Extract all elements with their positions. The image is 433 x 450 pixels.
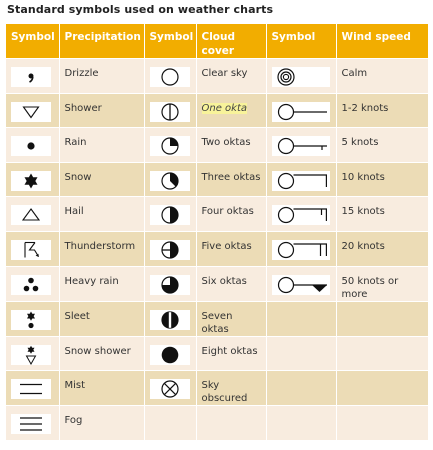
wind-20-knots-icon: [272, 240, 330, 260]
header-row: [6, 24, 428, 59]
two-oktas-icon: [150, 136, 190, 156]
wind-symbol-cell: [266, 59, 336, 94]
mist-icon: [11, 379, 51, 399]
precip-symbol-cell: [6, 301, 59, 336]
table-row: [6, 93, 428, 128]
cloud-label: Four oktas: [196, 197, 266, 232]
cloud-label: Six oktas: [196, 266, 266, 301]
wind-symbol-cell-empty: [266, 301, 336, 336]
precip-symbol-cell: [6, 162, 59, 197]
wind-symbol-cell-empty: [266, 406, 336, 441]
four-oktas-icon: [150, 205, 190, 225]
precip-label: Fog: [59, 406, 144, 441]
wind-label: 15 knots: [336, 197, 428, 232]
header-wind-speed: Wind speed: [336, 24, 428, 59]
wind-symbol-cell: [266, 93, 336, 128]
weather-symbols-table: [6, 24, 428, 440]
precip-label: Mist: [59, 371, 144, 406]
wind-label: 5 knots: [336, 128, 428, 163]
precip-label: Heavy rain: [59, 266, 144, 301]
heavy-rain-icon: [11, 275, 51, 295]
precip-label: Thunderstorm: [59, 231, 144, 266]
table-row: [6, 406, 428, 441]
cloud-label: Five oktas: [196, 231, 266, 266]
fog-icon: [11, 414, 51, 434]
cloud-label: Three oktas: [196, 162, 266, 197]
snow-icon: [11, 171, 51, 191]
cloud-symbol-cell: [144, 162, 196, 197]
precip-symbol-cell: [6, 371, 59, 406]
cloud-label: Two oktas: [196, 128, 266, 163]
precip-symbol-cell: [6, 266, 59, 301]
cloud-symbol-cell-empty: [144, 406, 196, 441]
table-row: [6, 197, 428, 232]
table-row: [6, 301, 428, 336]
wind-5-knots-icon: [272, 136, 330, 156]
sleet-icon: [11, 310, 51, 330]
table-row: [6, 336, 428, 371]
precip-symbol-cell: [6, 336, 59, 371]
table-row: [6, 231, 428, 266]
cloud-symbol-cell: [144, 93, 196, 128]
precip-symbol-cell: [6, 231, 59, 266]
header-symbol-1: Symbol: [6, 24, 59, 59]
wind-label: 50 knots or more: [336, 266, 428, 301]
wind-symbol-cell-empty: [266, 336, 336, 371]
wind-label-empty: [336, 371, 428, 406]
cloud-symbol-cell: [144, 371, 196, 406]
header-symbol-3: Symbol: [266, 24, 336, 59]
wind-15-knots-icon: [272, 205, 330, 225]
wind-50-knots-icon: [272, 275, 330, 295]
snow-shower-icon: [11, 345, 51, 365]
cloud-label: [196, 93, 266, 128]
precip-label: Hail: [59, 197, 144, 232]
page-title: Standard symbols used on weather charts: [7, 3, 274, 16]
cloud-label: Eight oktas: [196, 336, 266, 371]
eight-oktas-icon: [150, 345, 190, 365]
one-okta-icon: [150, 102, 190, 122]
highlighted-label: One okta: [201, 102, 247, 114]
wind-symbol-cell: [266, 231, 336, 266]
cloud-symbol-cell: [144, 336, 196, 371]
table-row: [6, 128, 428, 163]
wind-label: 10 knots: [336, 162, 428, 197]
cloud-label: Sky obscured: [196, 371, 266, 406]
hail-icon: [11, 205, 51, 225]
cloud-symbol-cell: [144, 231, 196, 266]
wind-symbol-cell-empty: [266, 371, 336, 406]
shower-icon: [11, 102, 51, 122]
cloud-label: Seven oktas: [196, 301, 266, 336]
precip-symbol-cell: [6, 197, 59, 232]
wind-label-empty: [336, 336, 428, 371]
cloud-symbol-cell: [144, 197, 196, 232]
precip-symbol-cell: [6, 59, 59, 94]
table-row: [6, 59, 428, 94]
table-row: [6, 266, 428, 301]
rain-icon: [11, 136, 51, 156]
seven-oktas-icon: [150, 310, 190, 330]
cloud-symbol-cell: [144, 266, 196, 301]
wind-label: 20 knots: [336, 231, 428, 266]
precip-label: Sleet: [59, 301, 144, 336]
precip-label: Snow: [59, 162, 144, 197]
wind-10-knots-icon: [272, 171, 330, 191]
wind-1-2-knots-icon: [272, 102, 330, 122]
calm-icon: [272, 67, 330, 87]
precip-symbol-cell: [6, 128, 59, 163]
precip-label: Drizzle: [59, 59, 144, 94]
cloud-symbol-cell: [144, 301, 196, 336]
five-oktas-icon: [150, 240, 190, 260]
precip-label: Snow shower: [59, 336, 144, 371]
wind-label-empty: [336, 301, 428, 336]
wind-symbol-cell: [266, 128, 336, 163]
wind-symbol-cell: [266, 197, 336, 232]
six-oktas-icon: [150, 275, 190, 295]
cloud-symbol-cell: [144, 59, 196, 94]
header-symbol-2: Symbol: [144, 24, 196, 59]
header-cloud-cover: Cloud cover: [196, 24, 266, 59]
table-row: [6, 162, 428, 197]
wind-symbol-cell: [266, 162, 336, 197]
precip-label: Rain: [59, 128, 144, 163]
thunderstorm-icon: [11, 240, 51, 260]
drizzle-icon: [11, 67, 51, 87]
table-row: [6, 371, 428, 406]
wind-symbol-cell: [266, 266, 336, 301]
three-oktas-icon: [150, 171, 190, 191]
wind-label: Calm: [336, 59, 428, 94]
clear-sky-icon: [150, 67, 190, 87]
header-precipitation: Precipitation: [59, 24, 144, 59]
sky-obscured-icon: [150, 379, 190, 399]
precip-label: Shower: [59, 93, 144, 128]
cloud-label-empty: [196, 406, 266, 441]
wind-label-empty: [336, 406, 428, 441]
precip-symbol-cell: [6, 93, 59, 128]
cloud-label: Clear sky: [196, 59, 266, 94]
wind-label: 1-2 knots: [336, 93, 428, 128]
precip-symbol-cell: [6, 406, 59, 441]
cloud-symbol-cell: [144, 128, 196, 163]
